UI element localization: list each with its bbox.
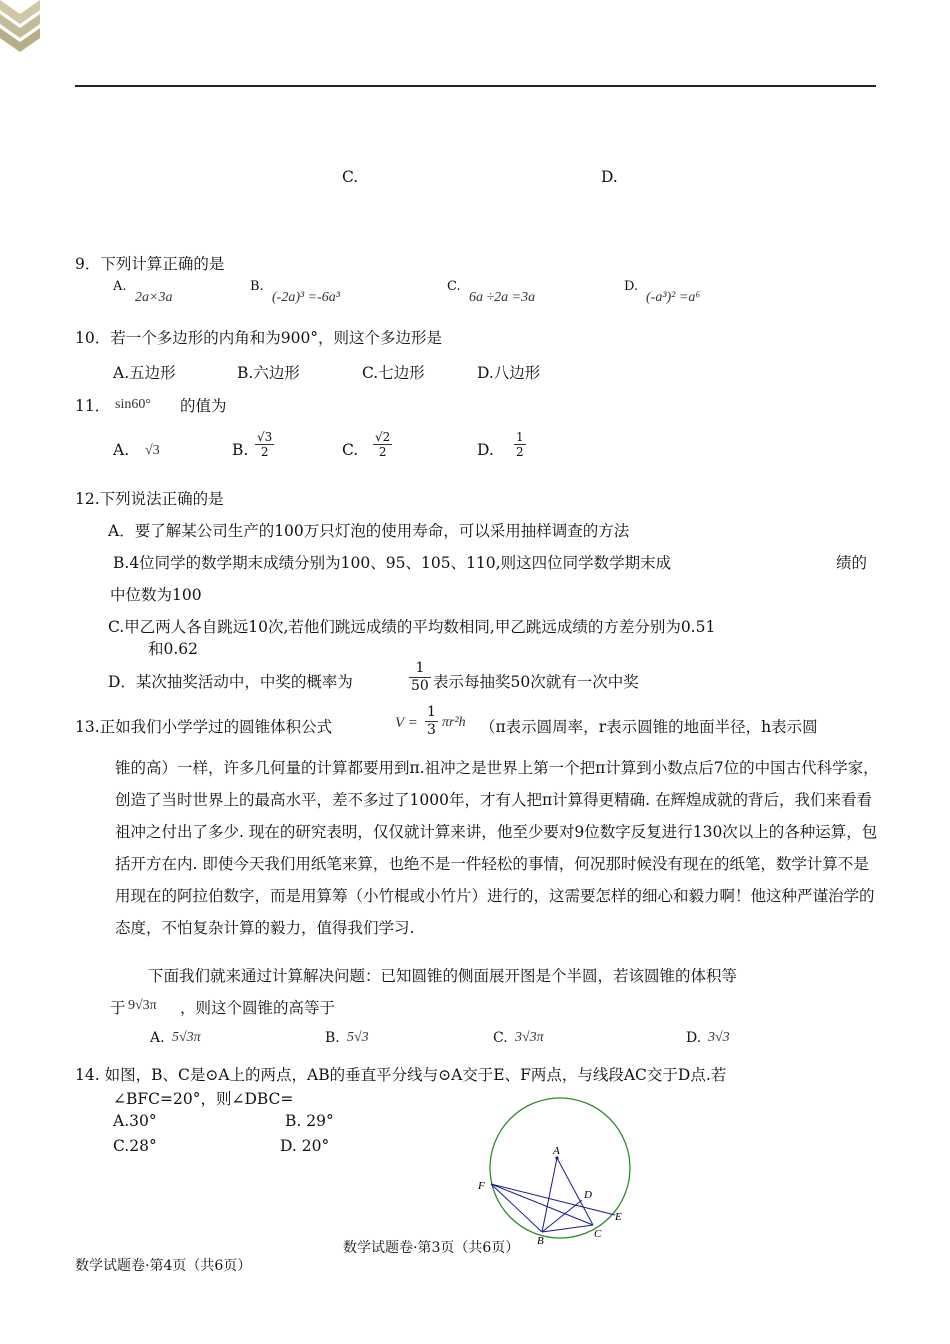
q13-lead-tail: （π表示圆周率，r表示圆锥的地面半径，h表示圆 — [480, 718, 818, 736]
q9-d-expr: (-a³)² =a⁶ — [646, 290, 701, 305]
option-c-label: C. — [342, 168, 359, 186]
q11-a-value: √3 — [145, 443, 160, 458]
q11-tail: 的值为 — [180, 397, 227, 415]
q10-option-c: C.七边形 — [362, 364, 425, 382]
q11-d-denominator: 2 — [516, 445, 524, 459]
q12-option-b-line1: B.4位同学的数学期末成绩分别为100、95、105、110,则这四位同学数学期末成 — [113, 554, 672, 572]
q14-option-d: D. 20° — [280, 1137, 330, 1155]
q11-a-label: A. — [113, 441, 130, 459]
q13-formula-v: V = — [395, 715, 418, 731]
q11-d-label: D. — [477, 441, 494, 459]
footer-center-page: 数学试题卷·第3页（共6页） — [343, 1240, 520, 1256]
q13-c-label: C. — [493, 1030, 508, 1046]
header-rule — [75, 85, 876, 87]
q11-b-fraction — [255, 430, 274, 459]
q14-option-a: A.30° — [113, 1112, 157, 1130]
q9-c-expr: 6a ÷2a =3a — [469, 290, 536, 305]
q13-d-value: 3√3 — [708, 1030, 730, 1045]
q11-b-numerator: √3 — [257, 430, 273, 444]
q12-option-b-line2: 中位数为100 — [110, 586, 202, 604]
fig-label-b: B — [537, 1235, 544, 1247]
q10-option-d: D.八边形 — [477, 364, 541, 382]
q13-d-label: D. — [686, 1030, 702, 1046]
q12-option-a: A．要了解某公司生产的100万只灯泡的使用寿命，可以采用抽样调查的方法 — [108, 522, 630, 540]
q12-option-d-pre: D．某次抽奖活动中，中奖的概率为 — [108, 673, 353, 691]
q12-d-denominator: 50 — [411, 678, 429, 694]
q13-problem-post: ，则这个圆锥的高等于 — [180, 999, 336, 1017]
q13-formula-fraction — [425, 704, 438, 739]
fig-label-e: E — [615, 1211, 622, 1223]
q13-a-value: 5√3π — [172, 1030, 201, 1045]
q12-option-c-line2: 和0.62 — [148, 640, 199, 658]
q12-option-c-line1: C.甲乙两人各自跳远10次,若他们跳远成绩的平均数相同,甲乙跳远成绩的方差分别为0.51 — [108, 618, 716, 636]
q13-problem-pre: 于 — [110, 999, 126, 1017]
q13-formula-numerator: 1 — [427, 704, 436, 720]
q9-b-label: B. — [250, 279, 264, 294]
q13-b-label: B. — [325, 1030, 340, 1046]
q11-d-numerator: 1 — [516, 430, 524, 444]
q10-option-a: A.五边形 — [113, 364, 176, 382]
q10-stem: 10．若一个多边形的内角和为900°，则这个多边形是 — [75, 329, 443, 347]
q13-problem-line1: 下面我们就来通过计算解决问题：已知圆锥的侧面展开图是个半圆，若该圆锥的体积等 — [148, 967, 738, 985]
fig-label-f: F — [478, 1180, 485, 1192]
q9-a-expr: 2a×3a — [135, 290, 173, 305]
q11-c-numerator: √2 — [375, 430, 391, 444]
q14-option-b: B. 29° — [285, 1112, 334, 1130]
q13-formula-rest: πr²h — [442, 715, 466, 730]
figure-lines — [491, 1158, 615, 1232]
q12-d-fraction — [409, 660, 431, 695]
q12-option-d-post: 表示每抽奖50次就有一次中奖 — [433, 673, 639, 691]
q13-problem-expr: 9√3π — [128, 998, 157, 1013]
q9-b-expr: (-2a)³ =-6a³ — [272, 290, 340, 305]
q14-option-c: C.28° — [113, 1137, 157, 1155]
q11-number: 11． — [75, 397, 111, 415]
q9-a-label: A. — [113, 279, 127, 294]
q13-b-value: 5√3 — [347, 1030, 369, 1045]
q10-option-b: B.六边形 — [237, 364, 300, 382]
q11-c-label: C. — [342, 441, 359, 459]
q14-stem-line2: ∠BFC=20°，则∠DBC= — [113, 1090, 294, 1108]
fig-label-d: D — [584, 1189, 592, 1201]
q9-c-label: C. — [447, 279, 461, 294]
footer-left-page: 数学试题卷·第4页（共6页） — [75, 1258, 252, 1274]
q12-stem: 12.下列说法正确的是 — [75, 490, 224, 508]
q13-c-value: 3√3π — [515, 1030, 544, 1045]
q11-c-denominator: 2 — [378, 445, 387, 459]
q13-formula-denominator: 3 — [427, 722, 436, 738]
q14-circle-figure — [470, 1090, 645, 1250]
corner-chevron-icon — [0, 0, 40, 60]
q13-a-label: A. — [150, 1030, 165, 1046]
q12-option-b-tail: 绩的 — [836, 554, 868, 572]
q11-d-fraction — [514, 430, 526, 459]
q13-lead: 13.正如我们小学学过的圆锥体积公式 — [75, 718, 333, 736]
fig-label-c: C — [594, 1228, 602, 1240]
q9-d-label: D. — [624, 279, 639, 294]
q14-stem-line1: 14. 如图，B、C是⊙A上的两点，AB的垂直平分线与⊙A交于E、F两点，与线段AC交于D点.若 — [75, 1066, 727, 1084]
q11-expr: sin60° — [115, 397, 151, 412]
q9-stem: 9．下列计算正确的是 — [75, 255, 225, 273]
q11-b-label: B. — [232, 441, 249, 459]
q12-d-numerator: 1 — [409, 660, 431, 678]
q11-b-denominator: 2 — [260, 445, 269, 459]
option-d-label: D. — [601, 168, 618, 186]
fig-label-a: A — [553, 1145, 560, 1157]
q13-body: 锥的高）一样，许多几何量的计算都要用到π.祖冲之是世界上第一个把π计算到小数点后7位的中国古代科学家，创造了当时世界上的最高水平，差不多过了1000年，才有人把π计算得更精确. 在辉煌成就的背后，我们来看看祖冲之付出了多少. 现在的研究表明，仅仅就计算来讲，他至少要对9位数字反复进行130次以上的各种运算，包括开方在内. 即使今天我们用纸笔来算，也绝不是一件轻松的事情，何况那时候没有现在的纸笔，数学计算不是用现在的阿拉伯数字，而是用算筹（小竹棍或小竹片）进行的，这需要怎样的细心和毅力啊！他这种严谨治学的态度，不怕复杂计算的毅力，值得我们学习. — [115, 759, 879, 937]
q11-c-fraction — [373, 430, 392, 459]
